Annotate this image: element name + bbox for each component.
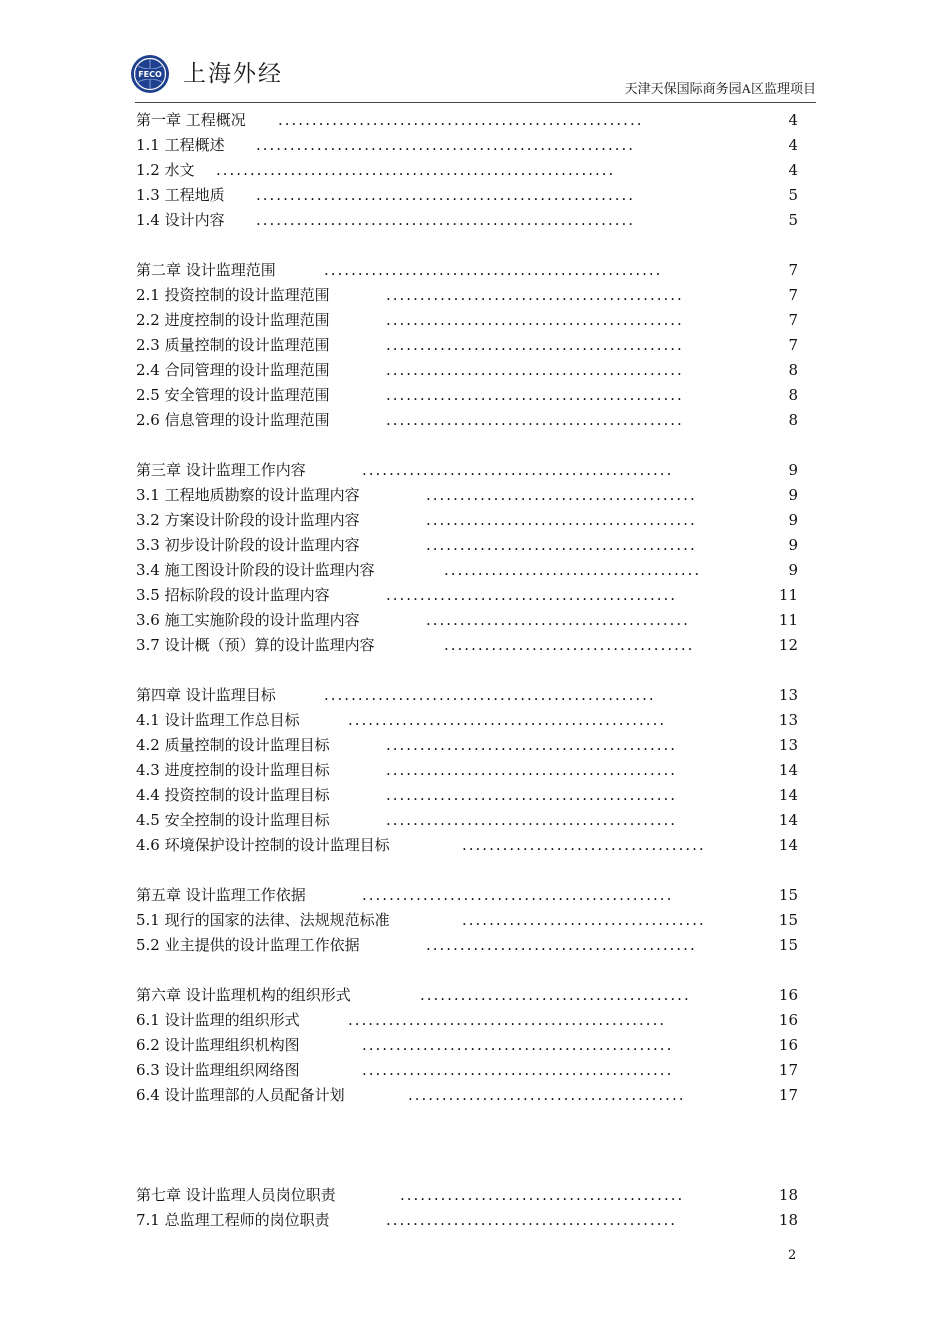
dot-leader: ........................................... (386, 1211, 678, 1229)
toc-entry-title: 3.1 工程地质勘察的设计监理内容 (136, 486, 360, 504)
toc-entry-page: 13 (778, 736, 798, 754)
toc-entry-title: 第六章 设计监理机构的组织形式 (136, 986, 351, 1004)
dot-leader: ............................................ (386, 286, 684, 304)
dot-leader: ........................................... (386, 586, 678, 604)
dot-leader: ........................................... (386, 736, 678, 754)
toc-entry-title: 第七章 设计监理人员岗位职责 (136, 1186, 336, 1204)
logo-abbreviation: FECO (138, 70, 162, 80)
dot-leader: ........................................ (426, 536, 697, 554)
toc-entry-page: 18 (778, 1186, 798, 1204)
toc-entry[interactable] (136, 1058, 798, 1083)
toc-entry-title: 1.3 工程地质 (136, 186, 225, 204)
dot-leader: ............................................... (348, 1011, 667, 1029)
page-header (130, 52, 816, 102)
toc-entry[interactable] (136, 408, 798, 433)
toc-entry-page: 14 (778, 811, 798, 829)
header-divider (135, 102, 816, 103)
dot-leader: .............................................. (362, 1036, 674, 1054)
toc-entry[interactable] (136, 483, 798, 508)
toc-entry[interactable] (136, 133, 798, 158)
toc-entry[interactable] (136, 283, 798, 308)
dot-leader: ........................................ (426, 486, 697, 504)
toc-entry-page: 11 (778, 586, 798, 604)
dot-leader: .............................................. (362, 461, 674, 479)
toc-entry-title: 3.6 施工实施阶段的设计监理内容 (136, 611, 360, 629)
toc-entry-title: 第五章 设计监理工作依据 (136, 886, 306, 904)
toc-entry[interactable] (136, 308, 798, 333)
dot-leader: ..................................... (444, 636, 695, 654)
toc-entry-page: 4 (788, 161, 798, 179)
toc-entry[interactable] (136, 558, 798, 583)
toc-entry-title: 4.3 进度控制的设计监理目标 (136, 761, 330, 779)
dot-leader: ............................................ (386, 361, 684, 379)
toc-spacer (136, 1108, 798, 1133)
toc-entry-page: 9 (788, 461, 798, 479)
toc-entry[interactable] (136, 1008, 798, 1033)
toc-entry-title: 4.1 设计监理工作总目标 (136, 711, 300, 729)
toc-entry-title: 4.4 投资控制的设计监理目标 (136, 786, 330, 804)
toc-entry-title: 2.2 进度控制的设计监理范围 (136, 311, 330, 329)
toc-entry[interactable] (136, 458, 798, 483)
toc-entry[interactable] (136, 608, 798, 633)
dot-leader: ...................................................... (278, 111, 644, 129)
toc-entry-page: 8 (788, 411, 798, 429)
dot-leader: ........................................................ (256, 211, 636, 229)
toc-spacer (136, 1158, 798, 1183)
toc-entry[interactable] (136, 783, 798, 808)
toc-entry-title: 1.2 水文 (136, 161, 195, 179)
toc-entry-page: 14 (778, 786, 798, 804)
toc-entry-page: 9 (788, 486, 798, 504)
toc-entry[interactable] (136, 758, 798, 783)
dot-leader: ................................................. (324, 686, 656, 704)
toc-entry-page: 17 (778, 1086, 798, 1104)
toc-entry-page: 4 (788, 111, 798, 129)
company-logo-text: 上海外经 (183, 61, 283, 87)
toc-entry-title: 第二章 设计监理范围 (136, 261, 276, 279)
toc-entry-title: 2.5 安全管理的设计监理范围 (136, 386, 330, 404)
feco-logo-icon (130, 54, 170, 94)
toc-entry-title: 1.4 设计内容 (136, 211, 225, 229)
toc-spacer (136, 1133, 798, 1158)
dot-leader: ........................................................... (216, 161, 616, 179)
toc-entry[interactable] (136, 358, 798, 383)
dot-leader: ......................................... (408, 1086, 686, 1104)
toc-entry-title: 第一章 工程概况 (136, 111, 246, 129)
table-of-contents (136, 108, 798, 1233)
toc-entry-page: 16 (778, 1036, 798, 1054)
toc-entry[interactable] (136, 1083, 798, 1108)
toc-entry-page: 7 (788, 336, 798, 354)
dot-leader: ............................................ (386, 336, 684, 354)
dot-leader: ........................................ (426, 936, 697, 954)
toc-entry-title: 6.3 设计监理组织网络图 (136, 1061, 300, 1079)
dot-leader: ............................................... (348, 711, 667, 729)
toc-entry[interactable] (136, 908, 798, 933)
dot-leader: ........................................... (386, 761, 678, 779)
toc-entry-title: 3.2 方案设计阶段的设计监理内容 (136, 511, 360, 529)
toc-entry-page: 9 (788, 536, 798, 554)
dot-leader: ........................................................ (256, 186, 636, 204)
toc-entry-title: 5.1 现行的国家的法律、法规规范标准 (136, 911, 390, 929)
toc-entry-page: 17 (778, 1061, 798, 1079)
dot-leader: .................................................. (324, 261, 663, 279)
toc-entry[interactable] (136, 158, 798, 183)
dot-leader: ........................................... (386, 786, 678, 804)
toc-entry-page: 7 (788, 286, 798, 304)
toc-entry-page: 11 (778, 611, 798, 629)
dot-leader: ....................................... (426, 611, 690, 629)
toc-entry-page: 16 (778, 986, 798, 1004)
toc-entry-title: 2.4 合同管理的设计监理范围 (136, 361, 330, 379)
toc-entry-page: 7 (788, 311, 798, 329)
toc-entry-page: 12 (778, 636, 798, 654)
toc-entry[interactable] (136, 708, 798, 733)
dot-leader: .................................... (462, 836, 706, 854)
toc-entry-page: 13 (778, 711, 798, 729)
toc-entry-title: 2.6 信息管理的设计监理范围 (136, 411, 330, 429)
toc-entry[interactable] (136, 808, 798, 833)
toc-entry-title: 3.4 施工图设计阶段的设计监理内容 (136, 561, 375, 579)
toc-entry[interactable] (136, 533, 798, 558)
dot-leader: ...................................... (444, 561, 702, 579)
toc-entry-title: 3.3 初步设计阶段的设计监理内容 (136, 536, 360, 554)
toc-spacer (136, 233, 798, 258)
dot-leader: ........................................ (420, 986, 691, 1004)
toc-entry[interactable] (136, 983, 798, 1008)
toc-entry-title: 第三章 设计监理工作内容 (136, 461, 306, 479)
toc-entry-page: 15 (778, 936, 798, 954)
toc-entry[interactable] (136, 933, 798, 958)
project-title: 天津天保国际商务园A区监理项目 (624, 81, 816, 96)
dot-leader: .............................................. (362, 886, 674, 904)
toc-entry-title: 第四章 设计监理目标 (136, 686, 276, 704)
dot-leader: ............................................ (386, 386, 684, 404)
toc-entry-page: 5 (788, 186, 798, 204)
toc-entry-title: 7.1 总监理工程师的岗位职责 (136, 1211, 330, 1229)
toc-entry-page: 9 (788, 561, 798, 579)
toc-entry[interactable] (136, 583, 798, 608)
dot-leader: ............................................ (386, 411, 684, 429)
toc-spacer (136, 658, 798, 683)
toc-entry-title: 4.2 质量控制的设计监理目标 (136, 736, 330, 754)
toc-entry-page: 16 (778, 1011, 798, 1029)
dot-leader: .............................................. (362, 1061, 674, 1079)
toc-entry[interactable] (136, 883, 798, 908)
toc-entry[interactable] (136, 683, 798, 708)
toc-entry-title: 2.1 投资控制的设计监理范围 (136, 286, 330, 304)
toc-entry-title: 1.1 工程概述 (136, 136, 225, 154)
toc-entry-page: 15 (778, 911, 798, 929)
toc-entry-title: 4.6 环境保护设计控制的设计监理目标 (136, 836, 390, 854)
toc-entry[interactable] (136, 1033, 798, 1058)
toc-entry-page: 9 (788, 511, 798, 529)
toc-entry[interactable] (136, 1208, 798, 1233)
toc-entry[interactable] (136, 383, 798, 408)
toc-spacer (136, 433, 798, 458)
toc-entry-page: 8 (788, 361, 798, 379)
toc-entry[interactable] (136, 208, 798, 233)
toc-entry[interactable] (136, 1183, 798, 1208)
toc-entry[interactable] (136, 258, 798, 283)
page-number: 2 (788, 1248, 797, 1263)
toc-entry-title: 5.2 业主提供的设计监理工作依据 (136, 936, 360, 954)
dot-leader: ........................................ (426, 511, 697, 529)
toc-spacer (136, 958, 798, 983)
dot-leader: ........................................... (386, 811, 678, 829)
toc-entry-title: 3.7 设计概（预）算的设计监理内容 (136, 636, 375, 654)
dot-leader: ........................................................ (256, 136, 636, 154)
toc-entry[interactable] (136, 733, 798, 758)
toc-entry[interactable] (136, 183, 798, 208)
toc-entry-title: 4.5 安全控制的设计监理目标 (136, 811, 330, 829)
toc-entry-page: 8 (788, 386, 798, 404)
toc-entry-page: 4 (788, 136, 798, 154)
toc-entry-title: 6.4 设计监理部的人员配备计划 (136, 1086, 345, 1104)
toc-entry-title: 6.1 设计监理的组织形式 (136, 1011, 300, 1029)
toc-entry[interactable] (136, 508, 798, 533)
dot-leader: .................................... (462, 911, 706, 929)
toc-spacer (136, 858, 798, 883)
toc-entry-page: 5 (788, 211, 798, 229)
toc-entry[interactable] (136, 633, 798, 658)
toc-entry[interactable] (136, 108, 798, 133)
toc-entry-page: 14 (778, 836, 798, 854)
toc-entry-page: 7 (788, 261, 798, 279)
toc-entry[interactable] (136, 833, 798, 858)
toc-entry-title: 2.3 质量控制的设计监理范围 (136, 336, 330, 354)
toc-entry-page: 15 (778, 886, 798, 904)
toc-entry-title: 3.5 招标阶段的设计监理内容 (136, 586, 330, 604)
toc-entry-page: 14 (778, 761, 798, 779)
toc-entry-page: 18 (778, 1211, 798, 1229)
toc-entry-title: 6.2 设计监理组织机构图 (136, 1036, 300, 1054)
toc-entry-page: 13 (778, 686, 798, 704)
dot-leader: .......................................... (400, 1186, 685, 1204)
toc-entry[interactable] (136, 333, 798, 358)
dot-leader: ............................................ (386, 311, 684, 329)
